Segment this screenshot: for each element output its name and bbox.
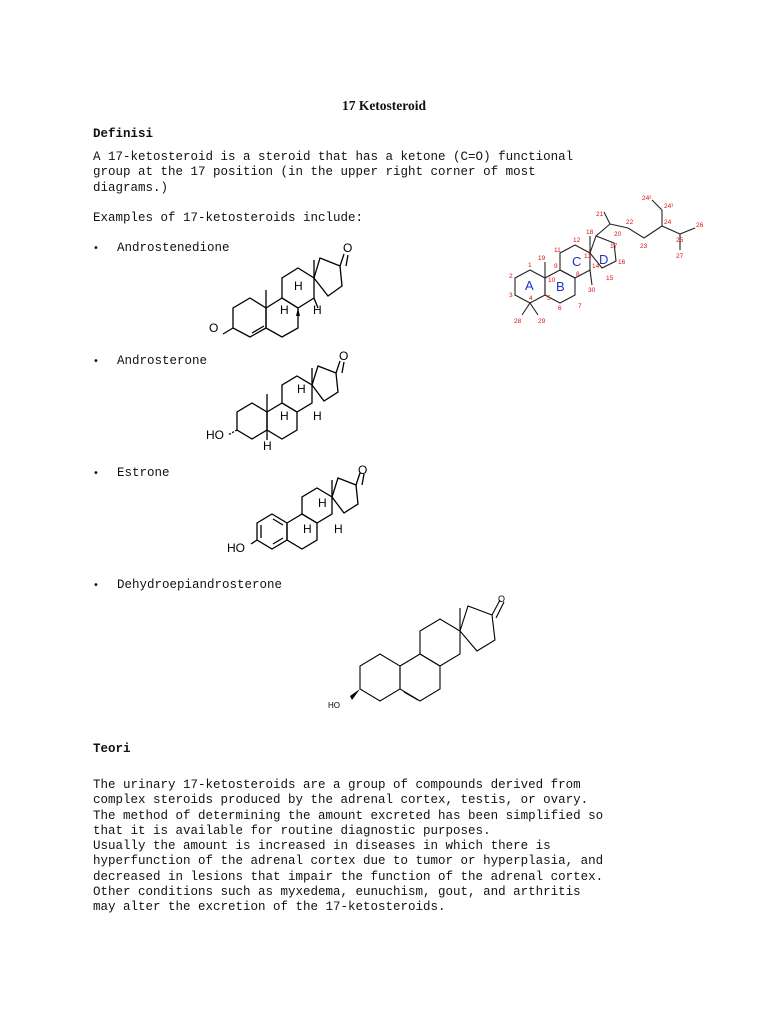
ring-label-c: C [572, 254, 582, 269]
oxygen-label: O [209, 321, 219, 335]
carbon-number: 16 [618, 259, 626, 266]
bullet-marker: • [93, 356, 99, 367]
carbon-number: 20 [614, 231, 622, 238]
examples-intro: Examples of 17-ketosteroids include: [93, 211, 364, 225]
carbon-number: 19 [538, 255, 546, 262]
carbon-number: 6 [558, 305, 562, 312]
hydrogen-label: H [318, 496, 327, 510]
carbon-number: 4 [529, 295, 533, 302]
definition-line: group at the 17 position (in the upper right corner of most [93, 165, 536, 180]
hydrogen-label: H [297, 382, 306, 396]
carbon-number: 2 [509, 273, 513, 280]
carbon-number: 8 [576, 271, 580, 278]
oxygen-label: O [358, 463, 368, 477]
estrone-structure [225, 462, 385, 557]
carbon-number: 13 [584, 253, 592, 260]
androstenedione-structure [200, 238, 370, 338]
hydrogen-label: H [280, 303, 289, 317]
hydrogen-label: H [280, 409, 289, 423]
carbon-number: 25 [676, 237, 684, 244]
carbon-number: 21 [596, 211, 604, 218]
definisi-heading: Definisi [93, 127, 154, 141]
teori-line: that it is available for routine diagnostic purposes. [93, 823, 491, 838]
definition-line: diagrams.) [93, 180, 169, 195]
hydrogen-label: H [313, 409, 322, 423]
teori-line: complex steroids produced by the adrenal cortex, testis, or ovary. [93, 793, 589, 808]
carbon-number: 26 [696, 222, 704, 229]
teori-line: Usually the amount is increased in diseases in which there is [93, 839, 551, 854]
ring-label-b: B [556, 279, 565, 294]
carbon-number: 5 [547, 295, 551, 302]
definition-line: A 17-ketosteroid is a steroid that has a ketone (C=O) functional [93, 150, 574, 164]
teori-line: hyperfunction of the adrenal cortex due to tumor or hyperplasia, and [93, 854, 604, 869]
androsterone-structure [200, 348, 370, 453]
teori-line: decreased in lesions that impair the function of the adrenal cortex. [93, 869, 604, 884]
bullet-marker: • [93, 468, 99, 479]
carbon-number: 24 [664, 219, 672, 226]
oxygen-label: O [343, 241, 353, 255]
carbon-number: 27 [676, 253, 684, 260]
example-androstenedione: Androstenedione [117, 241, 230, 255]
hydroxyl-label: HO [328, 701, 340, 710]
carbon-number: 9 [554, 263, 558, 270]
hydroxyl-label: HO [206, 428, 224, 442]
carbon-number: 28 [514, 318, 522, 325]
example-dehydroepiandrosterone: Dehydroepiandrosterone [117, 578, 283, 592]
teori-line: The method of determining the amount excreted has been simplified so [93, 808, 604, 823]
dehydroepiandrosterone-structure [320, 592, 520, 717]
carbon-number: 24¹ [664, 203, 674, 210]
carbon-number: 22 [626, 219, 634, 226]
hydrogen-label: H [263, 439, 272, 453]
hydroxyl-label: HO [227, 541, 245, 555]
hydrogen-label: H [334, 522, 343, 536]
ring-label-d: D [599, 252, 609, 267]
carbon-number: 10 [548, 277, 556, 284]
carbon-number: 18 [586, 229, 594, 236]
hydrogen-label: H [313, 303, 322, 317]
lanostane-numbered-skeleton [500, 190, 710, 330]
carbon-number: 23 [640, 243, 648, 250]
carbon-number: 30 [588, 287, 596, 294]
carbon-number: 14 [592, 263, 600, 270]
document-title: 17 Ketosteroid [341, 98, 427, 113]
carbon-number: 15 [606, 275, 614, 282]
carbon-number: 1 [528, 262, 532, 269]
teori-line: Other conditions such as myxedema, eunuchism, gout, and arthritis [93, 885, 581, 900]
carbon-number: 7 [578, 303, 582, 310]
carbon-number: 24² [642, 195, 652, 202]
example-androsterone: Androsterone [117, 354, 208, 368]
carbon-number: 17 [610, 243, 618, 250]
carbon-number: 29 [538, 318, 546, 325]
bullet-marker: • [93, 243, 99, 254]
example-estrone: Estrone [117, 466, 170, 480]
teori-line: The urinary 17-ketosteroids are a group of compounds derived from [93, 778, 581, 792]
ring-label-a: A [525, 278, 534, 293]
carbon-number: 3 [509, 292, 513, 299]
bullet-marker: • [93, 580, 99, 591]
definition-paragraph [93, 150, 573, 196]
teori-heading: Teori [93, 742, 131, 756]
oxygen-label: O [339, 349, 349, 363]
carbon-number: 11 [554, 247, 561, 254]
teori-paragraph [93, 778, 675, 916]
teori-line: may alter the excretion of the 17-ketosteroids. [93, 900, 446, 915]
hydrogen-label: H [294, 279, 303, 293]
carbon-number: 12 [573, 237, 581, 244]
hydrogen-label: H [303, 522, 312, 536]
oxygen-label: O [498, 594, 506, 604]
